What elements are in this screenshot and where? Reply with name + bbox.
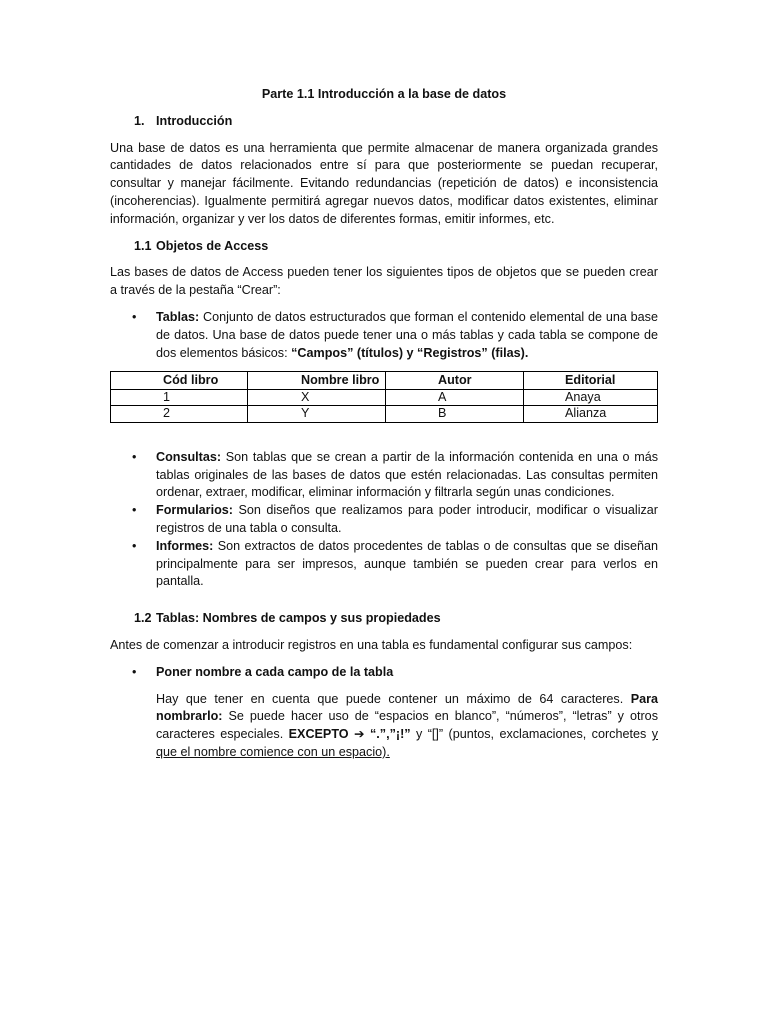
paragraph-campos-intro: Antes de comenzar a introducir registros en una tabla es fundamental configurar sus campos:	[110, 638, 633, 653]
term-bold-tail: “Campos” (títulos) y “Registros” (filas).	[291, 345, 529, 360]
list-item-informes	[110, 538, 658, 591]
term-text: Conjunto de datos estructurados que forman el contenido elemental de una base de datos. Una base de datos puede tener una o más tablas y cada tabla se compone de dos elementos básicos:	[156, 309, 658, 360]
arrow-icon: ➔	[354, 727, 365, 742]
table-cell: 2	[111, 406, 248, 423]
term-text: Son diseños que realizamos para poder introducir, modificar o visualizar registros de una tabla o consulta.	[156, 503, 658, 536]
paragraph-objetos-intro: Las bases de datos de Access pueden tener los siguientes tipos de objetos que se pueden crear a través de la pestaña “Crear”:	[110, 265, 658, 298]
bullet-list-tablas	[110, 309, 658, 362]
table-row	[111, 389, 658, 406]
section-title: Objetos de Access	[156, 238, 269, 253]
bullet-icon: •	[132, 503, 137, 518]
section-heading-introduccion	[110, 113, 658, 131]
excepto-label: EXCEPTO	[288, 727, 349, 742]
bullet-list-campos	[110, 664, 658, 682]
special-chars: “.”,”¡!”	[364, 727, 417, 742]
term-label: Poner nombre a cada campo de la tabla	[156, 664, 394, 679]
term-text: Son extractos de datos procedentes de tablas o de consultas que se diseñan principalmente para ser impresos, aunque también se pueden crear para verlos en pantalla.	[156, 538, 658, 589]
bullet-icon: •	[132, 309, 137, 324]
section-heading-objetos	[110, 238, 658, 256]
term-label: Formularios:	[156, 503, 233, 518]
table-cell: Alianza	[524, 406, 658, 423]
section-title: Introducción	[156, 113, 233, 128]
spacer	[110, 600, 658, 610]
text-run: Se puede hacer uso de “espacios en blanco”, “números”, “letras” y otros caracteres especiales.	[156, 709, 658, 742]
text-run: y “[]” (puntos, exclamaciones, corchetes	[416, 727, 652, 742]
table-cell: B	[386, 406, 524, 423]
paragraph-nombrar-campos	[110, 691, 658, 762]
table-cell: Anaya	[524, 389, 658, 406]
bullet-list-objetos	[110, 449, 658, 591]
bullet-icon: •	[132, 538, 137, 553]
table-header-cell: Cód libro	[111, 372, 248, 390]
paragraph-introduccion: Una base de datos es una herramienta que permite almacenar de manera organizada grandes cantidades de datos relacionados entre sí para que posteriormente se puedan recuperar, consultar y manejar fácilmente. Evitando redundancias (repetición de datos) e inconsistencia (incoherencias). Igualmente permitirá agregar nuevos datos, modificar datos existentes, eliminar información, organizar y ver los datos de diferentes formas, emitir informes, etc.	[110, 140, 658, 226]
bullet-icon: •	[132, 449, 137, 464]
table-cell: Y	[248, 406, 386, 423]
section-title: Tablas: Nombres de campos y sus propiedades	[156, 611, 441, 626]
list-item-tablas	[110, 309, 658, 362]
table-header-cell: Editorial	[524, 372, 658, 390]
section-number: 1.	[134, 113, 145, 128]
list-item-poner-nombre	[110, 664, 658, 682]
page-title: Parte 1.1 Introducción a la base de datos	[261, 87, 507, 101]
text-run-bold: Para nombrarlo:	[156, 691, 658, 724]
term-label: Consultas:	[156, 449, 222, 464]
list-item-formularios	[110, 502, 658, 538]
term-label: Informes:	[156, 538, 214, 553]
table-header-cell: Autor	[386, 372, 524, 390]
list-item-consultas	[110, 449, 658, 502]
section-heading-tablas-campos	[110, 610, 658, 628]
text-run-underlined: y que el nombre comience con un espacio).	[156, 727, 658, 760]
example-table	[110, 371, 658, 423]
term-text: Son tablas que se crean a partir de la información contenida en una o más tablas originales de las bases de datos que estén relacionadas. Las consultas permiten ordenar, extraer, modificar, eliminar información y filtrarla según unas condiciones.	[156, 449, 658, 500]
term-label: Tablas:	[156, 309, 200, 324]
table-cell: X	[248, 389, 386, 406]
table-header-cell: Nombre libro	[248, 372, 386, 390]
table-cell: A	[386, 389, 524, 406]
section-number: 1.1	[134, 238, 152, 253]
section-number: 1.2	[134, 611, 152, 626]
document-content	[110, 86, 658, 771]
table-row	[111, 406, 658, 423]
bullet-icon: •	[132, 664, 137, 679]
text-run: Hay que tener en cuenta que puede contener un máximo de 64 caracteres.	[156, 691, 631, 706]
table-cell: 1	[111, 389, 248, 406]
table-header-row	[111, 372, 658, 390]
